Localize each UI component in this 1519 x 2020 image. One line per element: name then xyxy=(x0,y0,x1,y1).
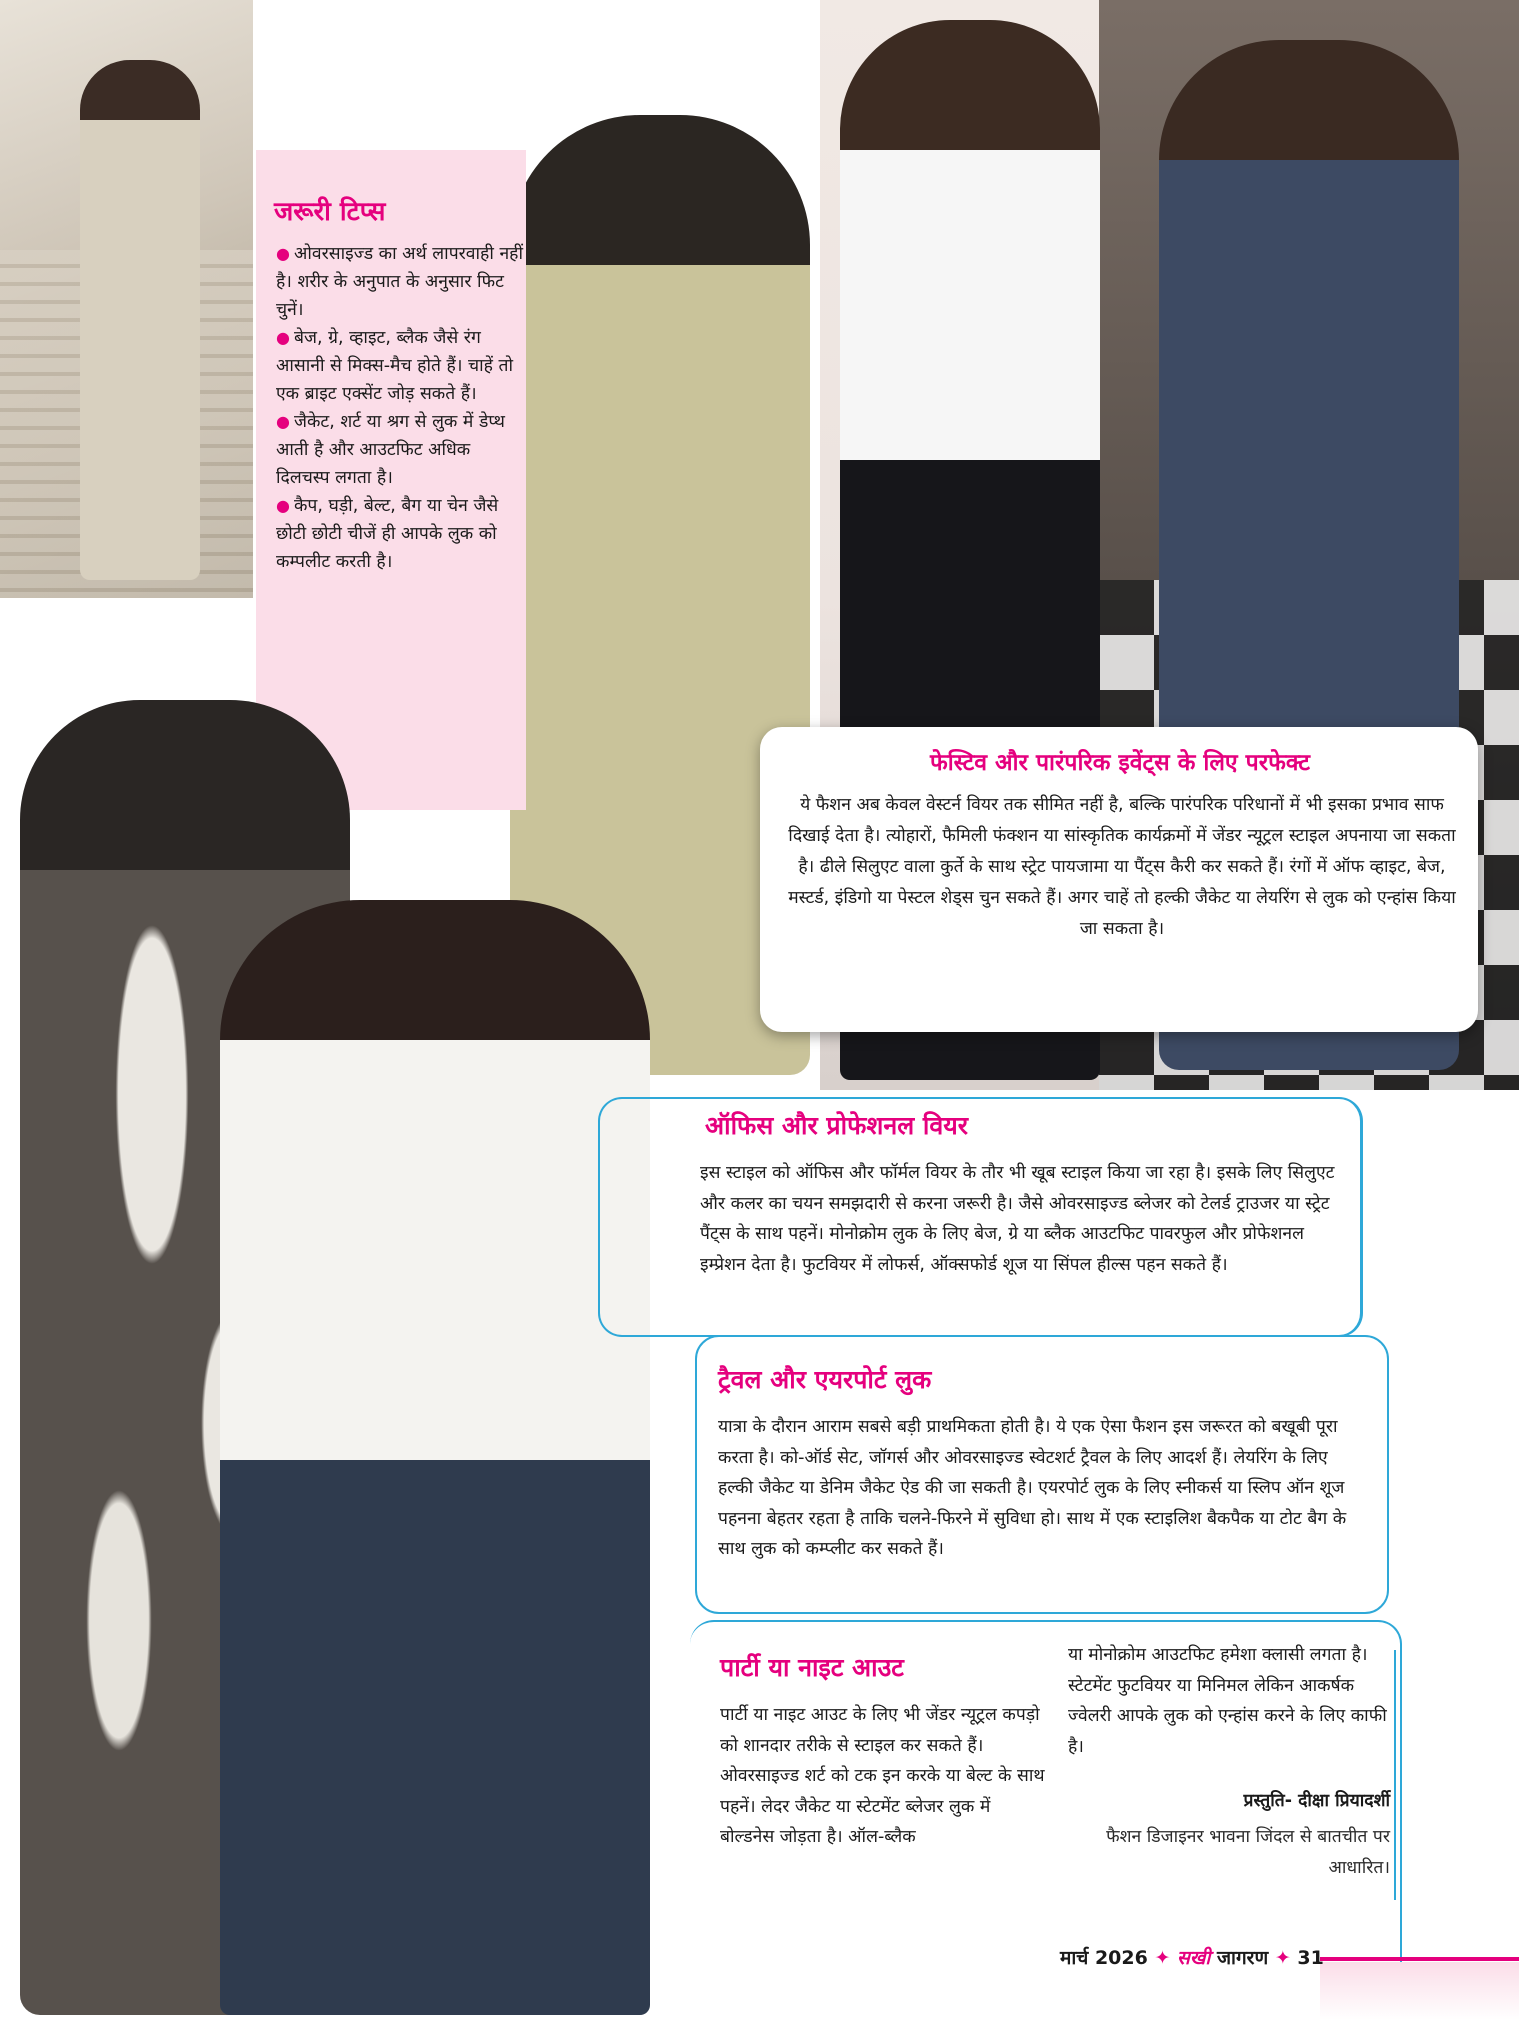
tip-item xyxy=(276,324,526,408)
office-body: इस स्टाइल को ऑफिस और फॉर्मल वियर के तौर भी खूब स्टाइल किया जा रहा है। इसके लिए सिलुएट और कलर का चयन समझदारी से करना जरूरी है। जैसे ओवरसाइज्ड ब्लेजर को टेलर्ड ट्राउजर या स्ट्रेट पैंट्स के साथ पहनें। मोनोक्रोम लुक के लिए बेज, ग्रे या ब्लैक आउटफिट पावरफुल और प्रोफेशनल इम्प्रेशन देता है। फुटवियर में लोफर्स, ऑक्सफोर्ड शूज या सिंपल हील्स पहन सकते हैं। xyxy=(700,1163,1335,1275)
page-number: 31 xyxy=(1297,1947,1324,1969)
footer-band xyxy=(1320,1962,1519,2020)
tip-item xyxy=(276,240,526,324)
star-icon: ✦ xyxy=(1274,1947,1291,1969)
bullet-icon: ● xyxy=(276,496,290,515)
party-body: पार्टी या नाइट आउट के लिए भी जेंडर न्यूट्रल कपड़ो को शानदार तरीके से स्टाइल कर सकते हैं। ओवरसाइज्ड शर्ट को टक इन करके या बेल्ट के साथ पहनें। लेदर जैकेट या स्टेटमेंट ब्लेजर लुक में बोल्डनेस जोड़ता है। ऑल-ब्लैक xyxy=(720,1705,1045,1847)
tips-list xyxy=(276,240,526,576)
photo-man-beige-suit xyxy=(0,0,253,598)
bullet-icon: ● xyxy=(276,328,290,347)
footer-rule xyxy=(1320,1957,1519,1961)
credit-rule xyxy=(1394,1650,1396,1900)
bullet-icon: ● xyxy=(276,412,290,431)
tip-text: बेज, ग्रे, व्हाइट, ब्लैक जैसे रंग आसानी से मिक्स-मैच होते हैं। चाहें तो एक ब्राइट एक्सेंट जोड़ सकते हैं। xyxy=(276,328,514,404)
travel-title: ट्रैवल और एयरपोर्ट लुक xyxy=(718,1365,932,1394)
festive-body: ये फैशन अब केवल वेस्टर्न वियर तक सीमित नहीं है, बल्कि पारंपरिक परिधानों में भी इसका प्रभाव साफ दिखाई देता है। त्योहारों, फैमिली फंक्शन या सांस्कृतिक कार्यक्रमों में जेंडर न्यूट्रल स्टाइल अपनाया जा सकता है। ढीले सिलुएट वाला कुर्ते के साथ स्ट्रेट पायजामा या पैंट्स कैरी कर सकते हैं। रंगों में ऑफ व्हाइट, बेज, मस्टर्ड, इंडिगो या पेस्टल शेड्स चुन सकते हैं। अगर चाहें तो हल्की जैकेट या लेयरिंग से लुक को एन्हांस किया जा सकता है। xyxy=(788,795,1456,939)
tip-text: कैप, घड़ी, बेल्ट, बैग या चेन जैसे छोटी छोटी चीजें ही आपके लुक को कम्पलीट करती है। xyxy=(276,496,499,572)
tip-item xyxy=(276,492,526,576)
party-body-continued: या मोनोक्रोम आउटफिट हमेशा क्लासी लगता है। स्टेटमेंट फुटवियर या मिनिमल लेकिन आकर्षक ज्वेलरी आपके लुक को एन्हांस करने के लिए काफी है। xyxy=(1068,1645,1387,1757)
photo-figure xyxy=(80,60,200,580)
office-title: ऑफिस और प्रोफेशनल वियर xyxy=(705,1111,969,1140)
festive-title: फेस्टिव और पारंपरिक इवेंट्स के लिए परफेक्ट xyxy=(929,750,1310,776)
bullet-icon: ● xyxy=(276,244,290,263)
footer-month: मार्च 2026 xyxy=(1060,1947,1148,1969)
credit-note: फैशन डिजाइनर भावना जिंदल से बातचीत पर आधारित। xyxy=(1106,1827,1390,1878)
footer-brand2: जागरण xyxy=(1216,1947,1269,1969)
travel-body: यात्रा के दौरान आराम सबसे बड़ी प्राथमिकता होती है। ये एक ऐसा फैशन इस जरूरत को बखूबी पूरा करता है। को-ऑर्ड सेट, जॉगर्स और ओवरसाइज्ड स्वेटशर्ट ट्रैवल के लिए आदर्श हैं। लेयरिंग के लिए हल्की जैकेट या डेनिम जैकेट ऐड की जा सकती है। एयरपोर्ट लुक के लिए स्नीकर्स या स्लिप ऑन शूज पहनना बेहतर रहता है ताकि चलने-फिरने में सुविधा हो। साथ में एक स्टाइलिश बैकपैक या टोट बैग के साथ लुक को कम्प्लीट कर सकते हैं। xyxy=(718,1417,1347,1559)
credit-name: प्रस्तुति- दीक्षा प्रियादर्शी xyxy=(1243,1791,1390,1811)
photo-woman-white-shirt xyxy=(220,900,650,2015)
tip-item xyxy=(276,408,526,492)
star-icon: ✦ xyxy=(1154,1947,1171,1969)
tip-text: ओवरसाइज्ड का अर्थ लापरवाही नहीं है। शरीर के अनुपात के अनुसार फिट चुनें। xyxy=(276,244,523,320)
party-title: पार्टी या नाइट आउट xyxy=(720,1653,904,1682)
footer-brand: सखी xyxy=(1177,1947,1211,1969)
tip-text: जैकेट, शर्ट या श्रग से लुक में डेप्थ आती है और आउटफिट अधिक दिलचस्प लगता है। xyxy=(276,412,505,488)
page-footer xyxy=(1060,1944,1324,1970)
tips-title: जरूरी टिप्स xyxy=(274,197,386,227)
